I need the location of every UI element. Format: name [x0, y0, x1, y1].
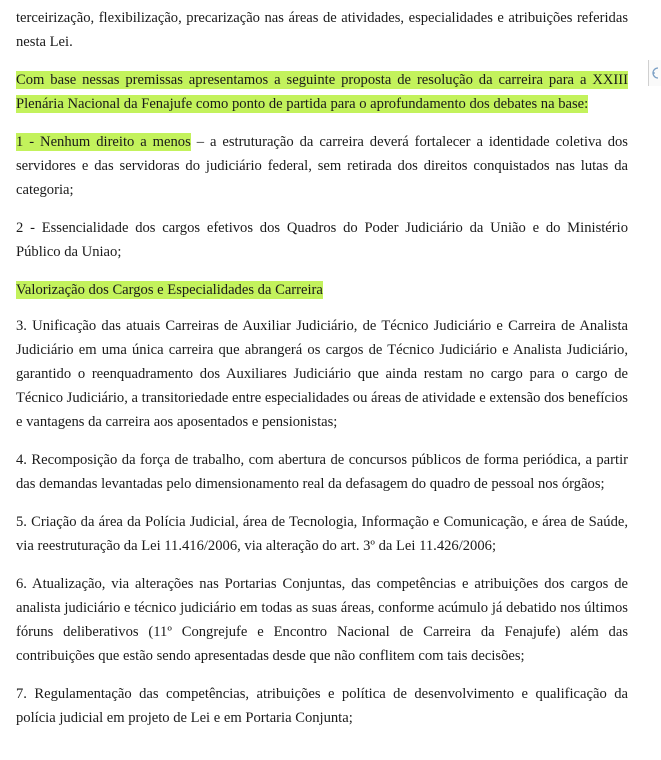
paragraph-intro-tail: terceirização, flexibilização, precarização nas áreas de atividades, especialidades e atribuições referidas nesta Lei.: [16, 10, 628, 50]
paragraph-text: – a estruturação da carreira deverá fortalecer a identidade coletiva dos servidores e das servidoras do judiciário federal, sem retirada dos direitos conquistados nas lutas da categoria;: [16, 134, 628, 198]
paragraph-item-3: 3. Unificação das atuais Carreiras de Auxiliar Judiciário, de Técnico Judiciário e Carreira de Analista Judiciário em uma única carreira que abrangerá os cargos de Técnico Judiciário e Analista Judiciário, garantido o reenquadramento dos Auxiliares Judiciário que ainda restam no cargo para o cargo de Técnico Judiciário, a transitoriedade entre especialidades ou áreas de atividade e extensão dos benefícios e vantagens da carreira aos aposentados e pensionistas;: [16, 318, 628, 430]
paragraph-item-1: [16, 130, 628, 202]
paragraph-item-4: 4. Recomposição da força de trabalho, com abertura de concursos públicos de forma periódica, a partir das demandas levantadas pelo dimensionamento real da defasagem do quadro de pessoal nos órgãos;: [16, 452, 628, 492]
paragraph-item-2: 2 - Essencialidade dos cargos efetivos dos Quadros do Poder Judiciário da União e do Ministério Público da Uniao;: [16, 220, 628, 260]
highlighted-text: Com base nessas premissas apresentamos a seguinte proposta de resolução da carreira para a XXIII Plenária Nacional da Fenajufe como ponto de partida para o aprofundamento dos debates na base:: [16, 72, 628, 112]
document-page: [16, 6, 628, 744]
highlighted-text: Valorização dos Cargos e Especialidades da Carreira: [16, 282, 323, 298]
paragraph-item-7: 7. Regulamentação das competências, atribuições e política de desenvolvimento e qualificação da polícia judicial em projeto de Lei e em Portaria Conjunta;: [16, 686, 628, 726]
paragraph-item-5: 5. Criação da área da Polícia Judicial, área de Tecnologia, Informação e Comunicação, e área de Saúde, via reestruturação da Lei 11.416/2006, via alteração do art. 3º da Lei 11.426/2006;: [16, 514, 628, 554]
highlighted-text: 1 - Nenhum direito a menos: [16, 134, 191, 150]
paragraph-proposal: [16, 68, 628, 116]
paragraph-item-6: 6. Atualização, via alterações nas Portarias Conjuntas, das competências e atribuições dos cargos de analista judiciário e técnico judiciário em todas as suas áreas, conforme acúmulo já debatido nos últimos fóruns deliberativos (11º Congrejufe e Encontro Nacional de Carreira da Fenajufe) além das contribuições que estão sendo apresentadas desde que não conflitem com tais decisões;: [16, 576, 628, 664]
comment-icon[interactable]: [648, 60, 661, 86]
section-heading: [16, 278, 628, 302]
